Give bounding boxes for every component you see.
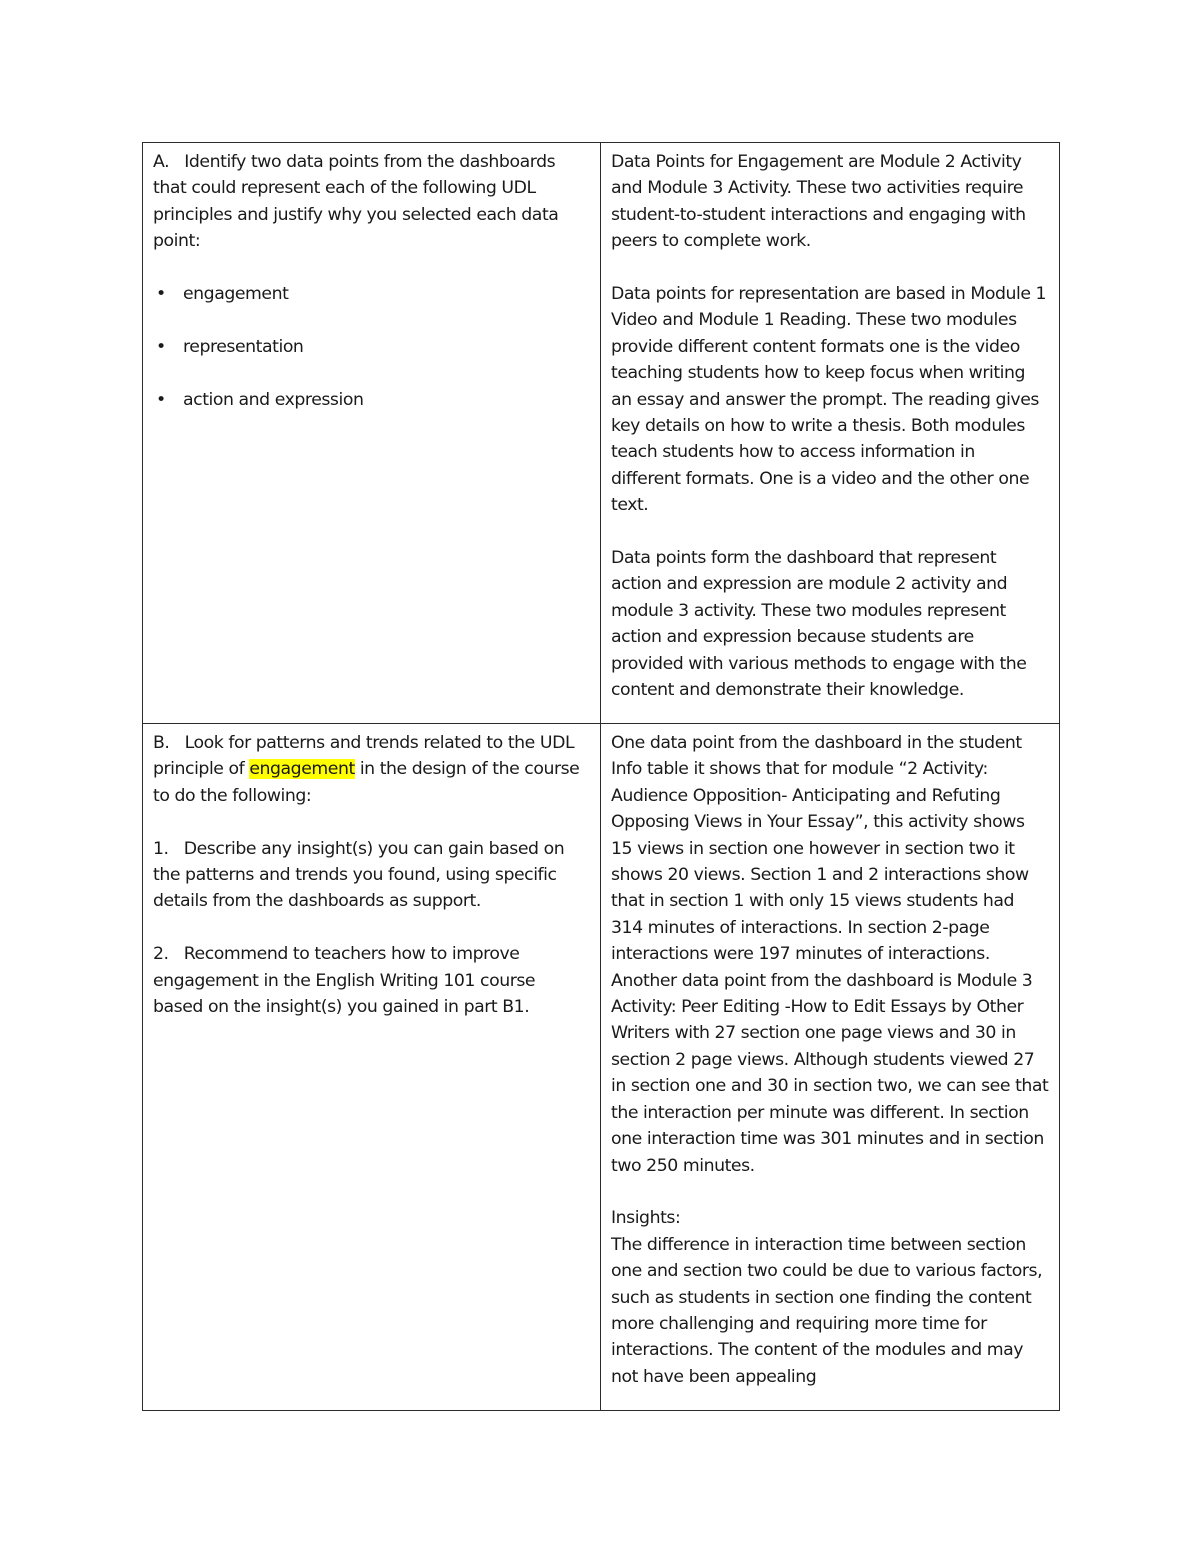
question-b-prompt: B. Look for patterns and trends related to the UDL principle of engagement in the design of the course to do the following: (153, 733, 580, 806)
question-a-letter: A. (153, 152, 170, 172)
answer-b-module-3: Another data point from the dashboard is Module 3 Activity: Peer Editing -How to Edit Essays by Other Writers with 27 section one page views and 30 in section 2 page views. Although students viewed 27 in section one and 30 in section two, we can see that the interaction per minute was different. In section one interaction time was 301 minutes and in section two 250 minutes. (611, 970, 1049, 1176)
question-b-item-1: 1. Describe any insight(s) you can gain based on the patterns and trends you found, using specific details from the dashboards as support. (153, 838, 565, 912)
answer-a-action-expression: Data points form the dashboard that represent action and expression are module 2 activity and module 3 activity. These two modules represent action and expression because students are provided with various methods to engage with the content and demonstrate their knowledge. (611, 548, 1027, 701)
insights-label: Insights: (611, 1208, 681, 1229)
answer-a-representation: Data points for representation are based in Module 1 Video and Module 1 Reading. These two modules provide different content formats one is the video teaching students how to keep focus when writing an essay and answer the prompt. The reading gives key details on how to write a thesis. Both modules teach students how to access information in different formats. One is a video and the other one text. (611, 284, 1047, 516)
bullet-icon: • (156, 336, 166, 357)
list-item: • engagement (153, 281, 590, 307)
answer-a-engagement: Data Points for Engagement are Module 2 Activity and Module 3 Activity. These two activities require student-to-student interactions and engaging with peers to complete work. (611, 152, 1026, 252)
bullet-icon: • (156, 389, 166, 410)
table-row-a (143, 143, 1060, 724)
question-a-text: Identify two data points from the dashboards that could represent each of the following UDL principles and justify why you selected each data point: (153, 152, 559, 252)
answer-cell-b (601, 724, 1060, 1411)
question-b-letter: B. (153, 733, 170, 753)
bullet-icon: • (156, 284, 166, 305)
answer-cell-a (601, 143, 1060, 724)
question-b-item-2: 2. Recommend to teachers how to improve engagement in the English Writing 101 course based on the insight(s) you gained in part B1. (153, 944, 536, 1018)
question-cell-b (143, 724, 601, 1411)
answer-b-module-2: One data point from the dashboard in the student Info table it shows that for module “2 Activity: Audience Opposition- Anticipating and Refuting Opposing Views in Your Essay”, this activity shows 15 views in section one however in section two it shows 20 views. Section 1 and 2 interactions show that in section 1 with only 15 views students had 314 minutes of interactions. In section 2-page interactions were 197 minutes of interactions. (611, 733, 1029, 965)
table-row-b (143, 724, 1060, 1411)
list-item: • action and expression (153, 387, 590, 413)
udl-principles-list (153, 281, 590, 413)
udl-analysis-table (142, 142, 1060, 1411)
insights-text: The difference in interaction time between section one and section two could be due to various factors, such as students in section one finding the content more challenging and requiring more time for interactions. The content of the modules and may not have been appealing (611, 1234, 1043, 1387)
question-a-prompt (153, 149, 590, 255)
list-item: • representation (153, 334, 590, 360)
highlighted-term: engagement (249, 759, 355, 780)
question-cell-a (143, 143, 601, 724)
